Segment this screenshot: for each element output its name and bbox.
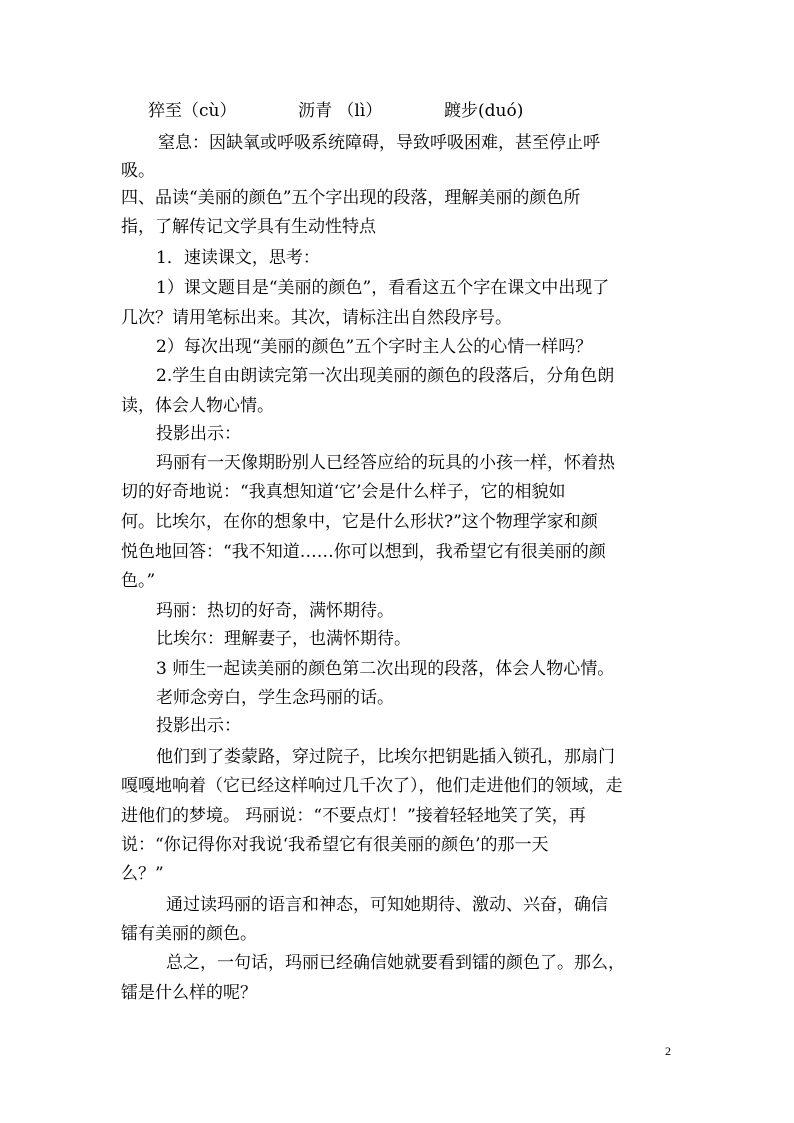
- text-line: 他们到了娄蒙路，穿过院子，比埃尔把钥匙插入锁孔，那扇门: [156, 747, 615, 767]
- text-line: 投影出示：: [156, 424, 241, 444]
- text-line: 镭有美丽的颜色。: [121, 924, 257, 944]
- pinyin-word-2: 沥青 （lì）: [298, 101, 383, 121]
- text-line: 进他们的梦境。 玛丽说：“不要点灯！”接着轻轻地笑了笑，再: [121, 806, 586, 826]
- text-line: 通过读玛丽的语言和神态，可知她期待、激动、兴奋，确信: [166, 895, 608, 915]
- text-line: 1）课文题目是“美丽的颜色”，看看这五个字在课文中出现了: [156, 278, 610, 298]
- text-line: 2）每次出现“美丽的颜色”五个字时主人公的心情一样吗？: [156, 337, 593, 357]
- text-line: 玛丽：热切的好奇，满怀期待。: [156, 601, 394, 621]
- text-line: 切的好奇地说：“我真想知道‘它’会是什么样子，它的相貌如: [121, 482, 566, 502]
- text-line: 说：“你记得你对我说‘我希望它有很美丽的颜色’的那一天: [121, 835, 549, 855]
- text-line: 投影出示：: [156, 716, 241, 736]
- text-line: 何。比埃尔，在你的想象中，它是什么形状?”这个物理学家和颜: [121, 512, 598, 532]
- text-line: 1．速读课文，思考：: [156, 248, 320, 268]
- text-line: 么？”: [121, 864, 164, 884]
- text-line: 色。”: [121, 571, 156, 591]
- text-line: 几次？请用笔标出来。其次，请标注出自然段序号。: [121, 308, 512, 328]
- text-line: 玛丽有一天像期盼别人已经答应给的玩具的小孩一样，怀着热: [156, 453, 615, 473]
- text-line: 读，体会人物心情。: [121, 396, 274, 416]
- text-line: 镭是什么样的呢？: [121, 983, 257, 1003]
- text-line: 总之，一句话，玛丽已经确信她就要看到镭的颜色了。那么，: [166, 953, 625, 973]
- text-line: 2.学生自由朗读完第一次出现美丽的颜色的段落后，分角色朗: [156, 366, 615, 386]
- page-number: 2: [665, 1044, 671, 1058]
- section-heading: 四、品读“美丽的颜色”五个字出现的段落，理解美丽的颜色所: [121, 188, 581, 208]
- pinyin-word-1: 猝至（cù）: [148, 101, 237, 121]
- section-heading: 指，了解传记文学具有生动性特点: [121, 217, 376, 237]
- text-line: 老师念旁白，学生念玛丽的话。: [156, 688, 394, 708]
- text-line: 嘎嘎地响着（它已经这样响过几千次了），他们走进他们的领域，走: [121, 776, 623, 796]
- text-line: 3 师生一起读美丽的颜色第二次出现的段落，体会人物心情。: [156, 659, 615, 679]
- text-line: 窒息：因缺氧或呼吸系统障碍，导致呼吸困难，甚至停止呼: [158, 133, 600, 153]
- text-line: 吸。: [121, 161, 155, 181]
- text-line: 比埃尔：理解妻子，也满怀期待。: [156, 629, 411, 649]
- text-line: 悦色地回答：“我不知道……你可以想到，我希望它有很美丽的颜: [121, 542, 606, 562]
- pinyin-word-3: 踱步(duó): [444, 101, 524, 121]
